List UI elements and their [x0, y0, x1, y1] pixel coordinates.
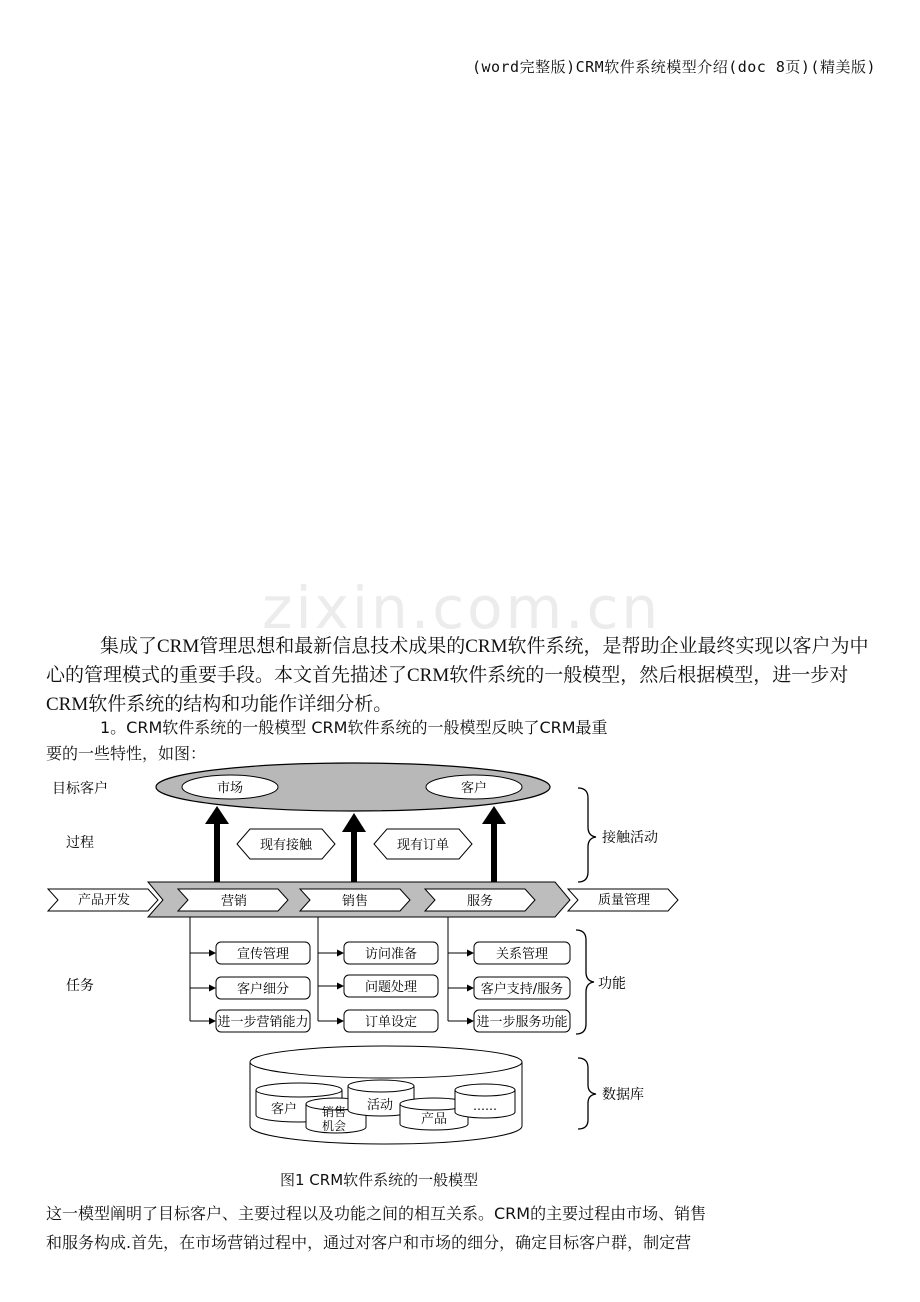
function-service-1: 关系管理	[495, 947, 549, 962]
body-line-1: 这一模型阐明了目标客户、主要过程以及功能之间的相互关系。CRM的主要过程由市场、销售	[46, 1204, 707, 1223]
document-header: (word完整版)CRM软件系统模型介绍(doc 8页)(精美版)	[471, 58, 876, 76]
body-line-2: 和服务构成.首先，在市场营销过程中，通过对客户和市场的细分，确定目标客户群，制定营	[46, 1233, 692, 1252]
chevron-quality-label: 质量管理	[597, 893, 651, 908]
existing-order-label: 现有订单	[396, 838, 450, 853]
db-product-label: 产品	[420, 1112, 448, 1127]
arrow-up-service	[482, 806, 506, 884]
row-label-target: 目标客户	[52, 781, 108, 797]
function-service-2: 客户支持/服务	[480, 982, 564, 997]
customer-label: 客户	[460, 781, 488, 796]
market-label: 市场	[216, 781, 244, 796]
db-sales-opp-label-1: 销售	[321, 1105, 347, 1119]
brace-label-database: 数据库	[602, 1087, 644, 1103]
row-label-process: 过程	[66, 835, 94, 851]
sales-function-tree	[318, 917, 343, 1021]
brace-database	[578, 1058, 596, 1129]
db-more-label: ……	[473, 1099, 497, 1113]
brace-label-function: 功能	[598, 976, 626, 992]
chevron-marketing-label: 营销	[220, 894, 248, 909]
brace-function	[576, 930, 594, 1034]
section-heading-line: 1。CRM软件系统的一般模型 CRM软件系统的一般模型反映了CRM最重	[100, 718, 608, 737]
chevron-service-label: 服务	[466, 894, 494, 909]
function-marketing-3: 进一步营销能力	[217, 1015, 309, 1030]
brace-contact	[578, 788, 596, 882]
arrow-up-sales	[342, 813, 366, 884]
db-customer-label: 客户	[270, 1102, 298, 1117]
function-sales-2: 问题处理	[364, 980, 418, 995]
intro-paragraph: 集成了CRM管理思想和最新信息技术成果的CRM软件系统，是帮助企业最终实现以客户为中心的管理模式的重要手段。本文首先描述了CRM软件系统的一般模型，然后根据模型，进一步对CRM软件系统的结构和功能作详细分析。	[46, 636, 869, 715]
chevron-product-dev-label: 产品开发	[77, 893, 131, 908]
function-sales-3: 订单设定	[364, 1015, 418, 1030]
brace-label-contact: 接触活动	[602, 830, 658, 846]
service-function-tree	[448, 917, 473, 1021]
section-heading-line-2: 要的一些特性，如图：	[46, 744, 207, 763]
watermark: zixin.com.cn	[262, 574, 662, 642]
row-label-task: 任务	[66, 978, 94, 994]
function-marketing-1: 宣传管理	[236, 947, 290, 962]
function-sales-1: 访问准备	[364, 947, 418, 962]
db-sales-opp-label-2: 机会	[321, 1119, 347, 1133]
existing-contact-label: 现有接触	[259, 838, 313, 853]
chevron-sales-label: 销售	[341, 894, 369, 909]
db-activity-label: 活动	[366, 1098, 394, 1113]
function-marketing-2: 客户细分	[236, 982, 290, 997]
figure-caption: 图1 CRM软件系统的一般模型	[280, 1171, 479, 1189]
arrow-up-marketing	[205, 806, 229, 884]
function-service-3: 进一步服务功能	[476, 1015, 568, 1030]
marketing-function-tree	[190, 917, 215, 1021]
